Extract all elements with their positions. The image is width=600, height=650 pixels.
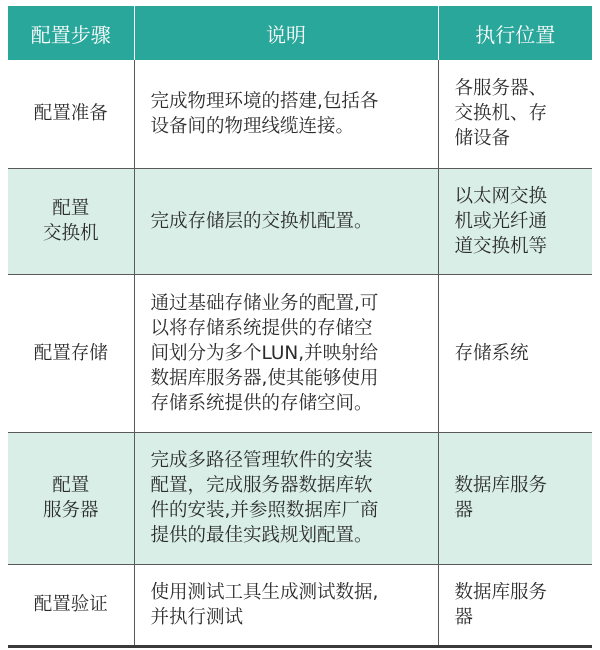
location-line: 以太网交换	[454, 185, 548, 207]
description-line: 完成物理环境的搭建,包括各	[150, 90, 379, 112]
table-row	[8, 432, 592, 564]
table-row	[8, 168, 592, 274]
step-line: 配置	[52, 198, 90, 219]
table-row	[8, 274, 592, 432]
config-steps-table	[8, 6, 592, 648]
location-line: 数据库服务	[454, 475, 548, 496]
location-cell	[438, 60, 592, 168]
description-line: 通过基础存储业务的配置,可	[150, 292, 379, 314]
header-description: 说明	[134, 6, 438, 60]
description-line: 完成存储层的交换机配置。	[150, 210, 373, 232]
step-line: 服务器	[42, 500, 99, 521]
table-body	[8, 60, 592, 646]
step-line: 配置	[52, 475, 90, 496]
description-cell	[134, 564, 438, 646]
table-row	[8, 564, 592, 646]
location-line: 机或光纤通	[454, 210, 548, 232]
description-line: 数据库服务器,使其能够使用	[150, 367, 379, 389]
location-line: 器	[454, 500, 474, 521]
location-cell	[438, 432, 592, 564]
location-line: 各服务器、	[454, 78, 548, 100]
location-line: 存储系统	[454, 342, 529, 364]
description-cell	[134, 60, 438, 168]
location-line: 数据库服务	[454, 581, 548, 603]
description-line: 完成多路径管理软件的安装	[150, 450, 373, 471]
table-row	[8, 60, 592, 168]
description-line: 间划分为多个LUN,并映射给	[150, 342, 379, 364]
step-cell	[8, 432, 134, 564]
description-line: 件的安装,并参照数据库厂商	[150, 500, 379, 521]
step-cell	[8, 564, 134, 646]
description-cell	[134, 432, 438, 564]
step-line: 配置验证	[33, 594, 108, 615]
description-line: 配置，完成服务器数据库软	[150, 475, 373, 496]
step-cell	[8, 274, 134, 432]
step-line: 配置准备	[33, 103, 108, 125]
location-cell	[438, 274, 592, 432]
table-header	[8, 6, 592, 60]
description-line: 使用测试工具生成测试数据,	[150, 581, 379, 603]
description-line: 设备间的物理线缆连接。	[150, 115, 355, 137]
location-cell	[438, 168, 592, 274]
header-row	[8, 6, 592, 60]
description-cell	[134, 274, 438, 432]
step-line: 交换机	[42, 223, 99, 244]
description-line: 以将存储系统提供的存储空	[150, 317, 373, 339]
step-line: 配置存储	[33, 342, 108, 364]
step-cell	[8, 60, 134, 168]
header-location: 执行位置	[438, 6, 592, 60]
location-line: 储设备	[454, 128, 511, 150]
location-cell	[438, 564, 592, 646]
description-cell	[134, 168, 438, 274]
location-line: 器	[454, 606, 474, 628]
description-line: 提供的最佳实践规划配置。	[150, 525, 373, 546]
config-steps-table-container	[8, 6, 592, 648]
description-line: 并执行测试	[150, 606, 244, 628]
header-step: 配置步骤	[30, 22, 111, 47]
step-cell	[8, 168, 134, 274]
location-line: 交换机、存	[454, 103, 548, 125]
description-line: 存储系统提供的存储空间。	[150, 392, 373, 414]
location-line: 道交换机等	[454, 235, 548, 257]
